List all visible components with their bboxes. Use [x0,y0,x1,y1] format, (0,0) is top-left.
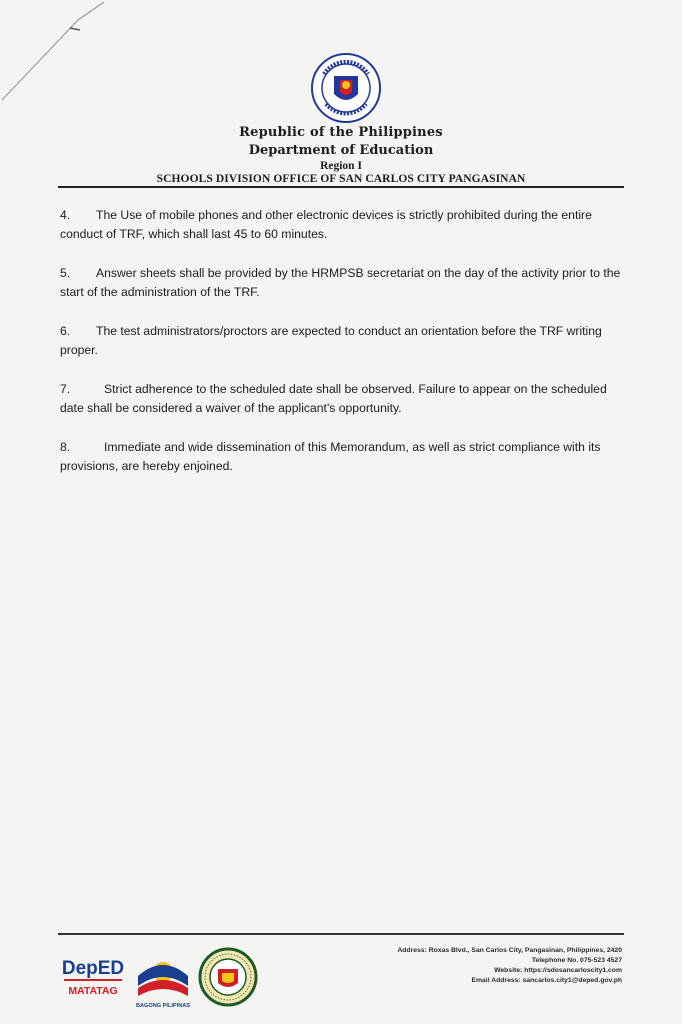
memo-item-6 [60,322,624,360]
item-text: The test administrators/proctors are expected to conduct an orientation before the TRF writing proper. [60,324,602,357]
header-divider [58,186,624,188]
department-heading: Department of Education [248,143,434,158]
item-text: The Use of mobile phones and other electronic devices is strictly prohibited during the entire conduct of TRF, which shall last 45 to 60 minutes. [60,208,592,241]
memo-item-7 [60,380,624,418]
item-text: Strict adherence to the scheduled date shall be observed. Failure to appear on the scheduled date shall be considered a waiver of the applicant's opportunity. [60,382,607,415]
item-number: 6. [60,324,71,338]
paper-crease-mark [0,0,120,110]
deped-matatag-logo [60,948,126,1004]
sdo-san-carlos-seal [198,947,258,1007]
item-number: 7. [60,382,71,396]
footer-email: Email Address: sancarlos.city1@deped.gov.ph [471,977,622,984]
svg-text:MATATAG: MATATAG [68,985,118,997]
item-text: Immediate and wide dissemination of this Memorandum, as well as strict compliance with its provisions, are hereby enjoined. [60,440,601,473]
memo-item-5 [60,264,624,302]
svg-text:BAGONG PILIPINAS: BAGONG PILIPINAS [135,1003,191,1009]
deped-seal-logo [310,52,382,124]
item-number: 8. [60,440,71,454]
footer-website: Website: https://sdosancarloscity1.com [494,967,622,974]
footer-address: Address: Roxas Blvd., San Carlos City, Pangasinan, Philippines, 2420 [397,947,622,954]
item-number: 4. [60,208,71,222]
svg-text:DepED: DepED [61,958,125,979]
memo-body [60,206,624,496]
bagong-pilipinas-logo [132,946,194,1010]
footer-divider [58,933,624,935]
memo-item-4 [60,206,624,244]
item-text: Answer sheets shall be provided by the HRMPSB secretariat on the day of the activity prior to the start of the administration of the TRF. [60,266,621,299]
item-number: 5. [60,266,71,280]
republic-heading: Republic of the Philippines [239,125,443,140]
memo-item-8 [60,438,624,476]
footer-telephone: Telephone No. 075-523 4527 [531,957,622,964]
region-heading: Region I [320,160,362,172]
office-heading: SCHOOLS DIVISION OFFICE OF SAN CARLOS CITY PANGASINAN [156,173,526,185]
